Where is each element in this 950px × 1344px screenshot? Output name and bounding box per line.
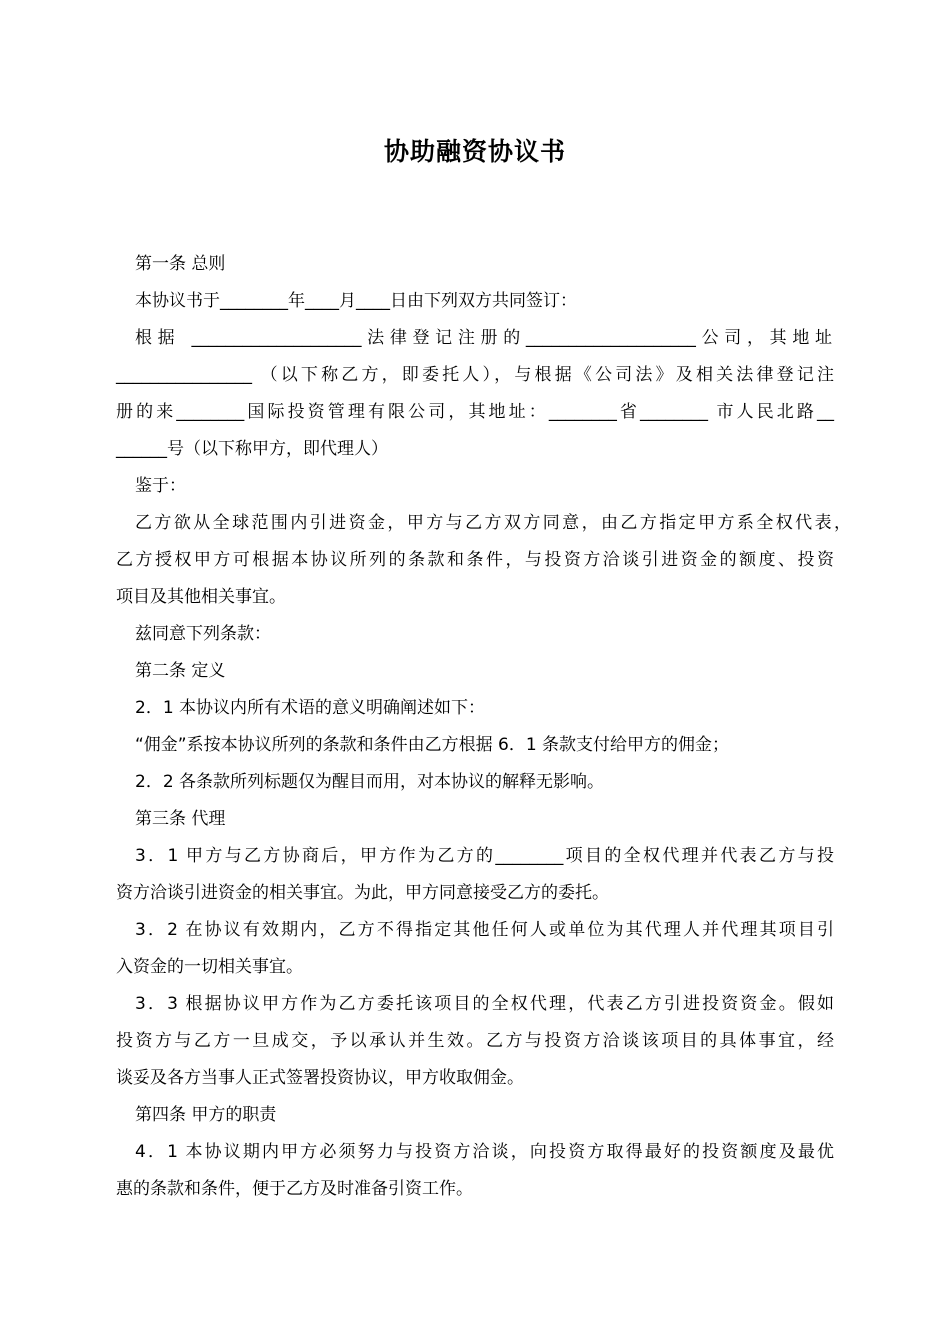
clause-3-1-line-2: 资方洽谈引进资金的相关事宜。为此，甲方同意接受乙方的委托。 xyxy=(116,883,609,903)
clause-3-3-line-2: 投资方与乙方一旦成交，予以承认并生效。乙方与投资方洽谈该项目的具体事宜，经 xyxy=(116,1031,834,1051)
clause-2-2: 2．2 各条款所列标题仅为醒目而用，对本协议的解释无影响。 xyxy=(135,772,605,792)
article-1-heading: 第一条 总则 xyxy=(135,254,226,274)
clause-3-2-line-2: 入资金的一切相关事宜。 xyxy=(116,957,303,977)
document-title: 协助融资协议书 xyxy=(383,137,566,166)
whereas-line-3: 项目及其他相关事宜。 xyxy=(116,587,286,607)
clause-4-1-line-1: 4．1 本协议期内甲方必须努力与投资方洽谈，向投资方取得最好的投资额度及最优 xyxy=(135,1142,834,1162)
whereas-line-2: 乙方授权甲方可根据本协议所列的条款和条件，与投资方洽谈引进资金的额度、投资 xyxy=(116,550,834,570)
article-3-heading: 第三条 代理 xyxy=(135,809,226,829)
party-b-line-2: ________________ （以下称乙方，即委托人），与根据《公司法》及相关法律登记注 xyxy=(116,365,834,385)
party-a-line-2: ______号（以下称甲方，即代理人） xyxy=(116,439,388,459)
party-b-line-1: 根据 ____________________法律登记注册的____________________公司，其地址 xyxy=(135,328,832,348)
clause-3-1-line-1: 3．1 甲方与乙方协商后，甲方作为乙方的________项目的全权代理并代表乙方与投 xyxy=(135,846,834,866)
commission-definition: “佣金”系按本协议所列的条款和条件由乙方根据 6．1 条款支付给甲方的佣金； xyxy=(135,735,730,755)
clause-3-3-line-1: 3．3 根据协议甲方作为乙方委托该项目的全权代理，代表乙方引进投资资金。假如 xyxy=(135,994,834,1014)
clause-4-1-line-2: 惠的条款和条件，便于乙方及时准备引资工作。 xyxy=(116,1179,473,1199)
clause-2-1: 2．1 本协议内所有术语的意义明确阐述如下： xyxy=(135,698,486,718)
article-4-heading: 第四条 甲方的职责 xyxy=(135,1105,277,1125)
agreement-clause: 兹同意下列条款： xyxy=(135,624,271,644)
whereas-heading: 鉴于： xyxy=(135,476,186,496)
article-2-heading: 第二条 定义 xyxy=(135,661,226,681)
party-a-line-1: 册的来________国际投资管理有限公司，其地址：________省________ 市人民北路__ xyxy=(116,402,834,422)
signing-date-line: 本协议书于________年____月____日由下列双方共同签订： xyxy=(135,291,577,311)
clause-3-3-line-3: 谈妥及各方当事人正式签署投资协议，甲方收取佣金。 xyxy=(116,1068,524,1088)
whereas-line-1: 乙方欲从全球范围内引进资金，甲方与乙方双方同意，由乙方指定甲方系全权代表， xyxy=(135,513,851,533)
clause-3-2-line-1: 3．2 在协议有效期内，乙方不得指定其他任何人或单位为其代理人并代理其项目引 xyxy=(135,920,834,940)
